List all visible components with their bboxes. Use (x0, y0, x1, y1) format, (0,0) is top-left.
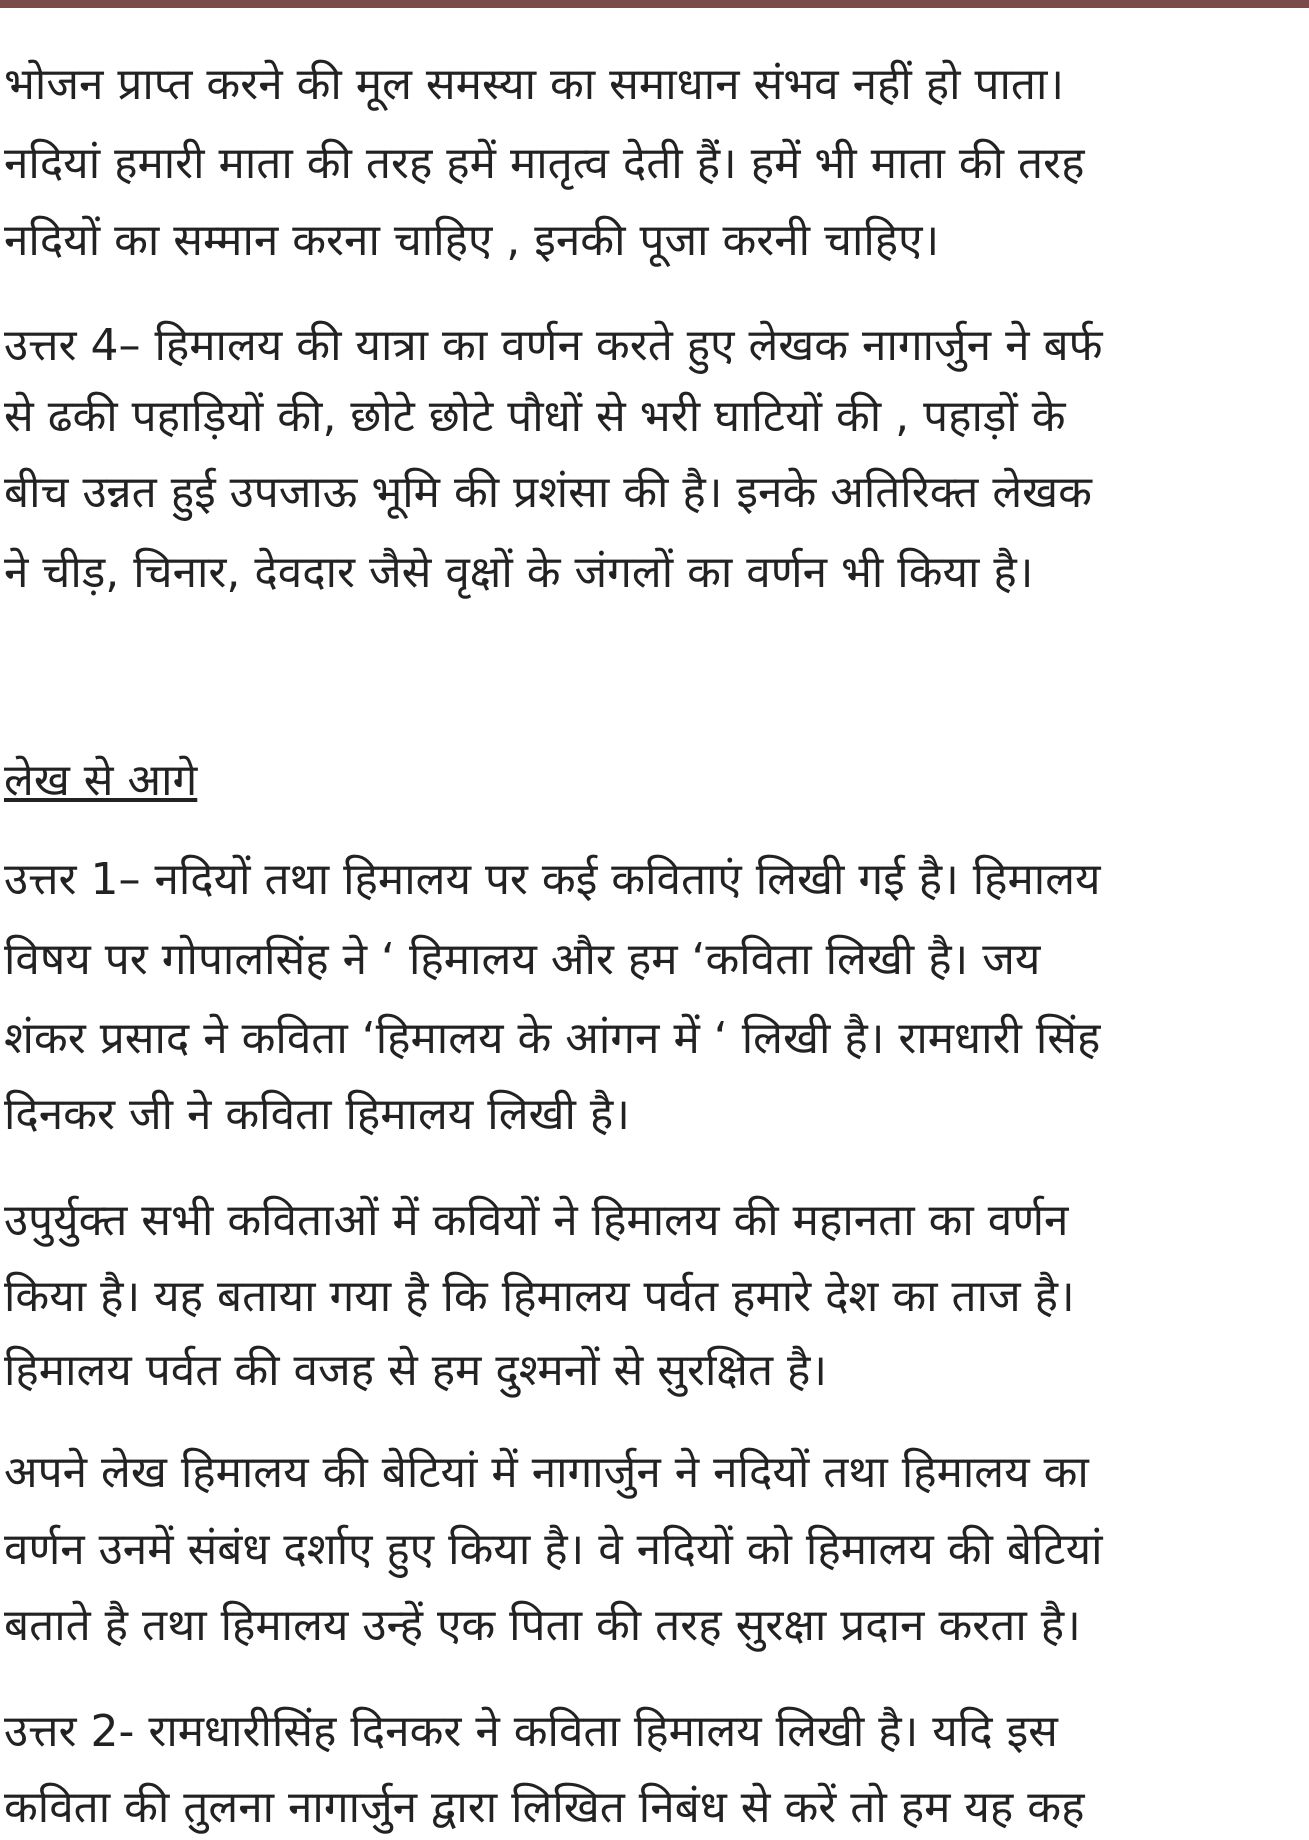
text-line: उत्तर 2- रामधारीसिंह दिनकर ने कविता हिमालय लिखी है। यदि इस (4, 1706, 1058, 1757)
text-line: भोजन प्राप्त करने की मूल समस्या का समाधान संभव नहीं हो पाता। (4, 59, 1065, 110)
text-line: नदियों का सम्मान करना चाहिए , इनकी पूजा करनी चाहिए। (4, 215, 940, 266)
top-border-bar (0, 0, 1309, 8)
text-line: कविता की तुलना नागार्जुन द्वारा लिखित निबंध से करें तो हम यह कह (4, 1782, 1085, 1833)
text-line: ने चीड़, चिनार, देवदार जैसे वृक्षों के जंगलों का वर्णन भी किया है। (4, 547, 1034, 598)
text-line: उत्तर 4– हिमालय की यात्रा का वर्णन करते हुए लेखक नागार्जुन ने बर्फ (4, 320, 1103, 371)
text-line: विषय पर गोपालसिंह ने ‘ हिमालय और हम ‘कविता लिखी है। जय (4, 934, 1041, 985)
text-line: उत्तर 1– नदियों तथा हिमालय पर कई कविताएं लिखी गई है। हिमालय (4, 854, 1101, 905)
section-heading: लेख से आगे (4, 755, 198, 806)
text-line: बीच उन्नत हुई उपजाऊ भूमि की प्रशंसा की है। इनके अतिरिक्त लेखक (4, 467, 1092, 518)
text-line: दिनकर जी ने कविता हिमालय लिखी है। (4, 1089, 630, 1140)
text-line: नदियां हमारी माता की तरह हमें मातृत्व देती हैं। हमें भी माता की तरह (4, 138, 1085, 189)
text-line: अपने लेख हिमालय की बेटियां में नागार्जुन ने नदियों तथा हिमालय का (4, 1447, 1089, 1498)
text-line: किया है। यह बताया गया है कि हिमालय पर्वत हमारे देश का ताज है। (4, 1271, 1075, 1322)
text-line: हिमालय पर्वत की वजह से हम दुश्मनों से सुरक्षित है। (4, 1345, 828, 1396)
text-line: उपुर्युक्त सभी कविताओं में कवियों ने हिमालय की महानता का वर्णन (4, 1195, 1069, 1246)
text-line: बताते है तथा हिमालय उन्हें एक पिता की तरह सुरक्षा प्रदान करता है। (4, 1600, 1081, 1651)
text-line: वर्णन उनमें संबंध दर्शाए हुए किया है। वे नदियों को हिमालय की बेटियां (4, 1524, 1103, 1575)
text-line: से ढकी पहाड़ियों की, छोटे छोटे पौधों से भरी घाटियों की , पहाड़ों के (4, 391, 1066, 442)
text-line: शंकर प्रसाद ने कविता ‘हिमालय के आंगन में ‘ लिखी है। रामधारी सिंह (4, 1013, 1101, 1064)
